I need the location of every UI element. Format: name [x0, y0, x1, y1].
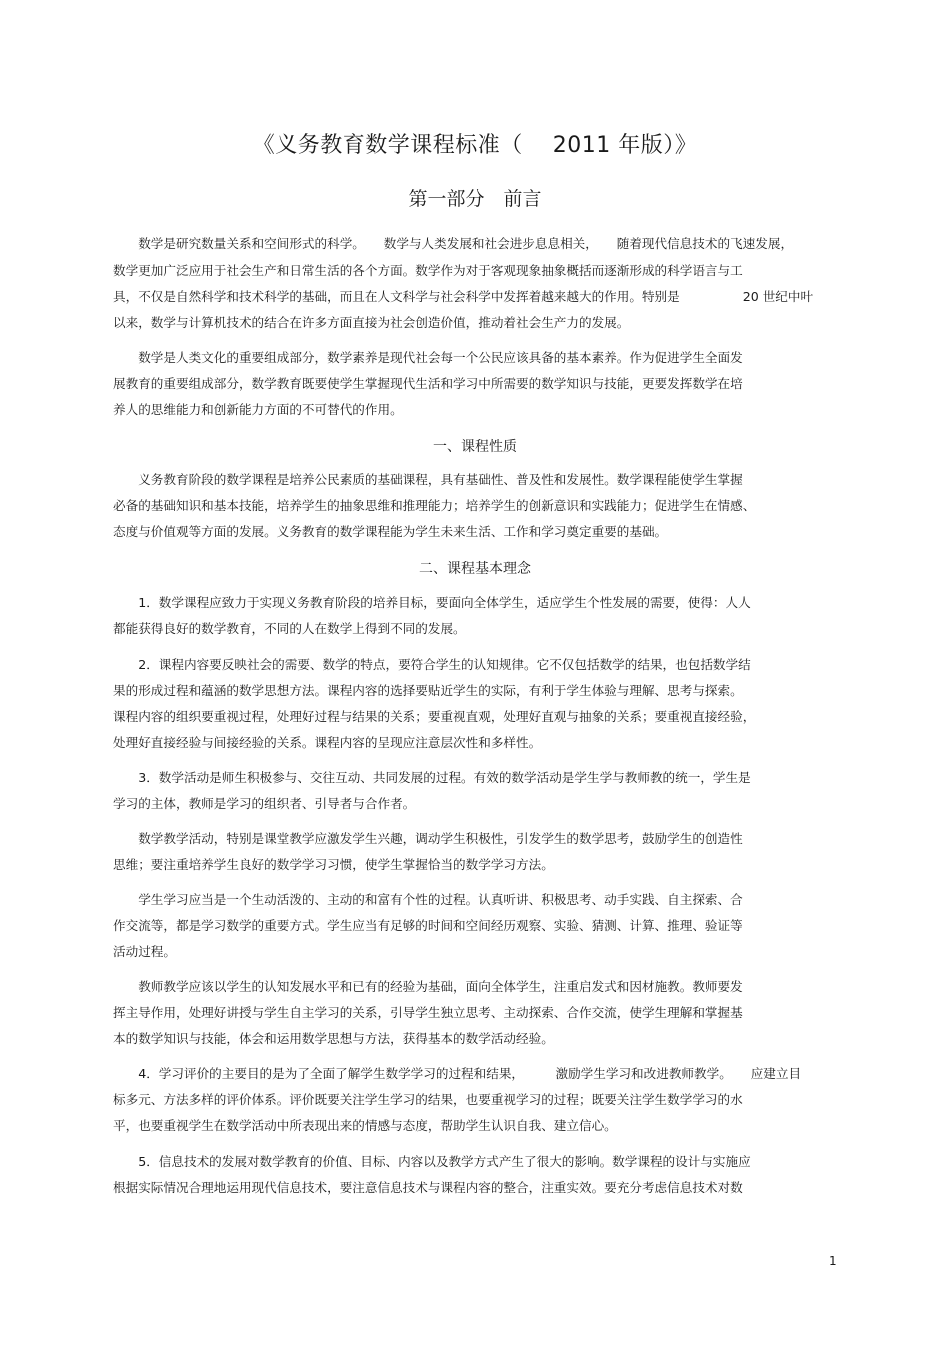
text-line: 以来，数学与计算机技术的结合在许多方面直接为社会创造价值，推动着社会生产力的发展。 — [113, 315, 630, 330]
text-line: 果的形成过程和蕴涵的数学思想方法。课程内容的选择要贴近学生的实际，有利于学生体验与理解、思考与探索。 — [113, 683, 743, 698]
part-title: 第一部分 前言 — [408, 188, 542, 210]
text-line: 2．课程内容要反映社会的需要、数学的特点，要符合学生的认知规律。它不仅包括数学的结果，也包括数学结 — [113, 657, 751, 672]
text-line: 教师教学应该以学生的认知发展水平和已有的经验为基础，面向全体学生，注重启发式和因材施教。教师要发 — [113, 979, 743, 994]
text-line: 数学是研究数量关系和空间形式的科学。 数学与人类发展和社会进步息息相关， 随着现代信息技术的飞速发展， — [113, 236, 794, 251]
text-line: 5．信息技术的发展对数学教育的价值、目标、内容以及教学方式产生了很大的影响。数学课程的设计与实施应 — [113, 1154, 751, 1169]
text-line: 本的数学知识与技能，体会和运用数学思想与方法，获得基本的数学活动经验。 — [113, 1031, 554, 1046]
section-heading: 二、课程基本理念 — [419, 561, 531, 577]
text-line: 必备的基础知识和基本技能，培养学生的抽象思维和推理能力；培养学生的创新意识和实践能力；促进学生在情感、 — [113, 498, 756, 513]
text-line: 数学教学活动，特别是课堂教学应激发学生兴趣，调动学生积极性，引发学生的数学思考，鼓励学生的创造性 — [113, 831, 743, 846]
text-line: 3．数学活动是师生积极参与、交往互动、共同发展的过程。有效的数学活动是学生学与教师教的统一，学生是 — [113, 770, 751, 785]
text-line: 平，也要重视学生在数学活动中所表现出来的情感与态度，帮助学生认识自我、建立信心。 — [113, 1118, 617, 1133]
text-line: 课程内容的组织要重视过程，处理好过程与结果的关系；要重视直观，处理好直观与抽象的关系；要重视直接经验， — [113, 709, 756, 724]
section-heading: 一、课程性质 — [433, 439, 517, 455]
text-line: 具，不仅是自然科学和技术科学的基础，而且在人文科学与社会科学中发挥着越来越大的作用。特别是 20 世纪中叶 — [113, 289, 814, 304]
text-line: 养人的思维能力和创新能力方面的不可替代的作用。 — [113, 402, 403, 417]
page-number: 1 — [829, 1254, 837, 1268]
text-line: 4．学习评价的主要目的是为了全面了解学生数学学习的过程和结果， 激励学生学习和改进教师教学。 应建立目 — [113, 1066, 802, 1081]
text-line: 挥主导作用，处理好讲授与学生自主学习的关系，引导学生独立思考、主动探索、合作交流，使学生理解和掌握基 — [113, 1005, 743, 1020]
text-line: 作交流等，都是学习数学的重要方式。学生应当有足够的时间和空间经历观察、实验、猜测、计算、推理、验证等 — [113, 918, 743, 933]
text-line: 学习的主体，教师是学习的组织者、引导者与合作者。 — [113, 796, 416, 811]
text-line: 根据实际情况合理地运用现代信息技术，要注意信息技术与课程内容的整合，注重实效。要充分考虑信息技术对数 — [113, 1180, 743, 1195]
document-title: 《义务教育数学课程标准（ 2011 年版）》 — [252, 133, 698, 158]
text-line: 数学是人类文化的重要组成部分，数学素养是现代社会每一个公民应该具备的基本素养。作为促进学生全面发 — [113, 350, 743, 365]
text-line: 思维；要注重培养学生良好的数学学习习惯，使学生掌握恰当的数学学习方法。 — [113, 857, 554, 872]
text-line: 处理好直接经验与间接经验的关系。课程内容的呈现应注意层次性和多样性。 — [113, 735, 542, 750]
text-line: 1．数学课程应致力于实现义务教育阶段的培养目标，要面向全体学生，适应学生个性发展的需要，使得：人人 — [113, 595, 751, 610]
text-line: 展教育的重要组成部分，数学教育既要使学生掌握现代生活和学习中所需要的数学知识与技能，更要发挥数学在培 — [113, 376, 743, 391]
text-line: 都能获得良好的数学教育，不同的人在数学上得到不同的发展。 — [113, 621, 466, 636]
text-line: 学生学习应当是一个生动活泼的、主动的和富有个性的过程。认真听讲、积极思考、动手实践、自主探索、合 — [113, 892, 743, 907]
text-line: 数学更加广泛应用于社会生产和日常生活的各个方面。数学作为对于客观现象抽象概括而逐渐形成的科学语言与工 — [113, 263, 743, 278]
text-line: 态度与价值观等方面的发展。义务教育的数学课程能为学生未来生活、工作和学习奠定重要的基础。 — [113, 524, 668, 539]
text-line: 活动过程。 — [113, 944, 176, 959]
text-line: 义务教育阶段的数学课程是培养公民素质的基础课程，具有基础性、普及性和发展性。数学课程能使学生掌握 — [113, 472, 743, 487]
text-line: 标多元、方法多样的评价体系。评价既要关注学生学习的结果，也要重视学习的过程；既要关注学生数学学习的水 — [113, 1092, 743, 1107]
